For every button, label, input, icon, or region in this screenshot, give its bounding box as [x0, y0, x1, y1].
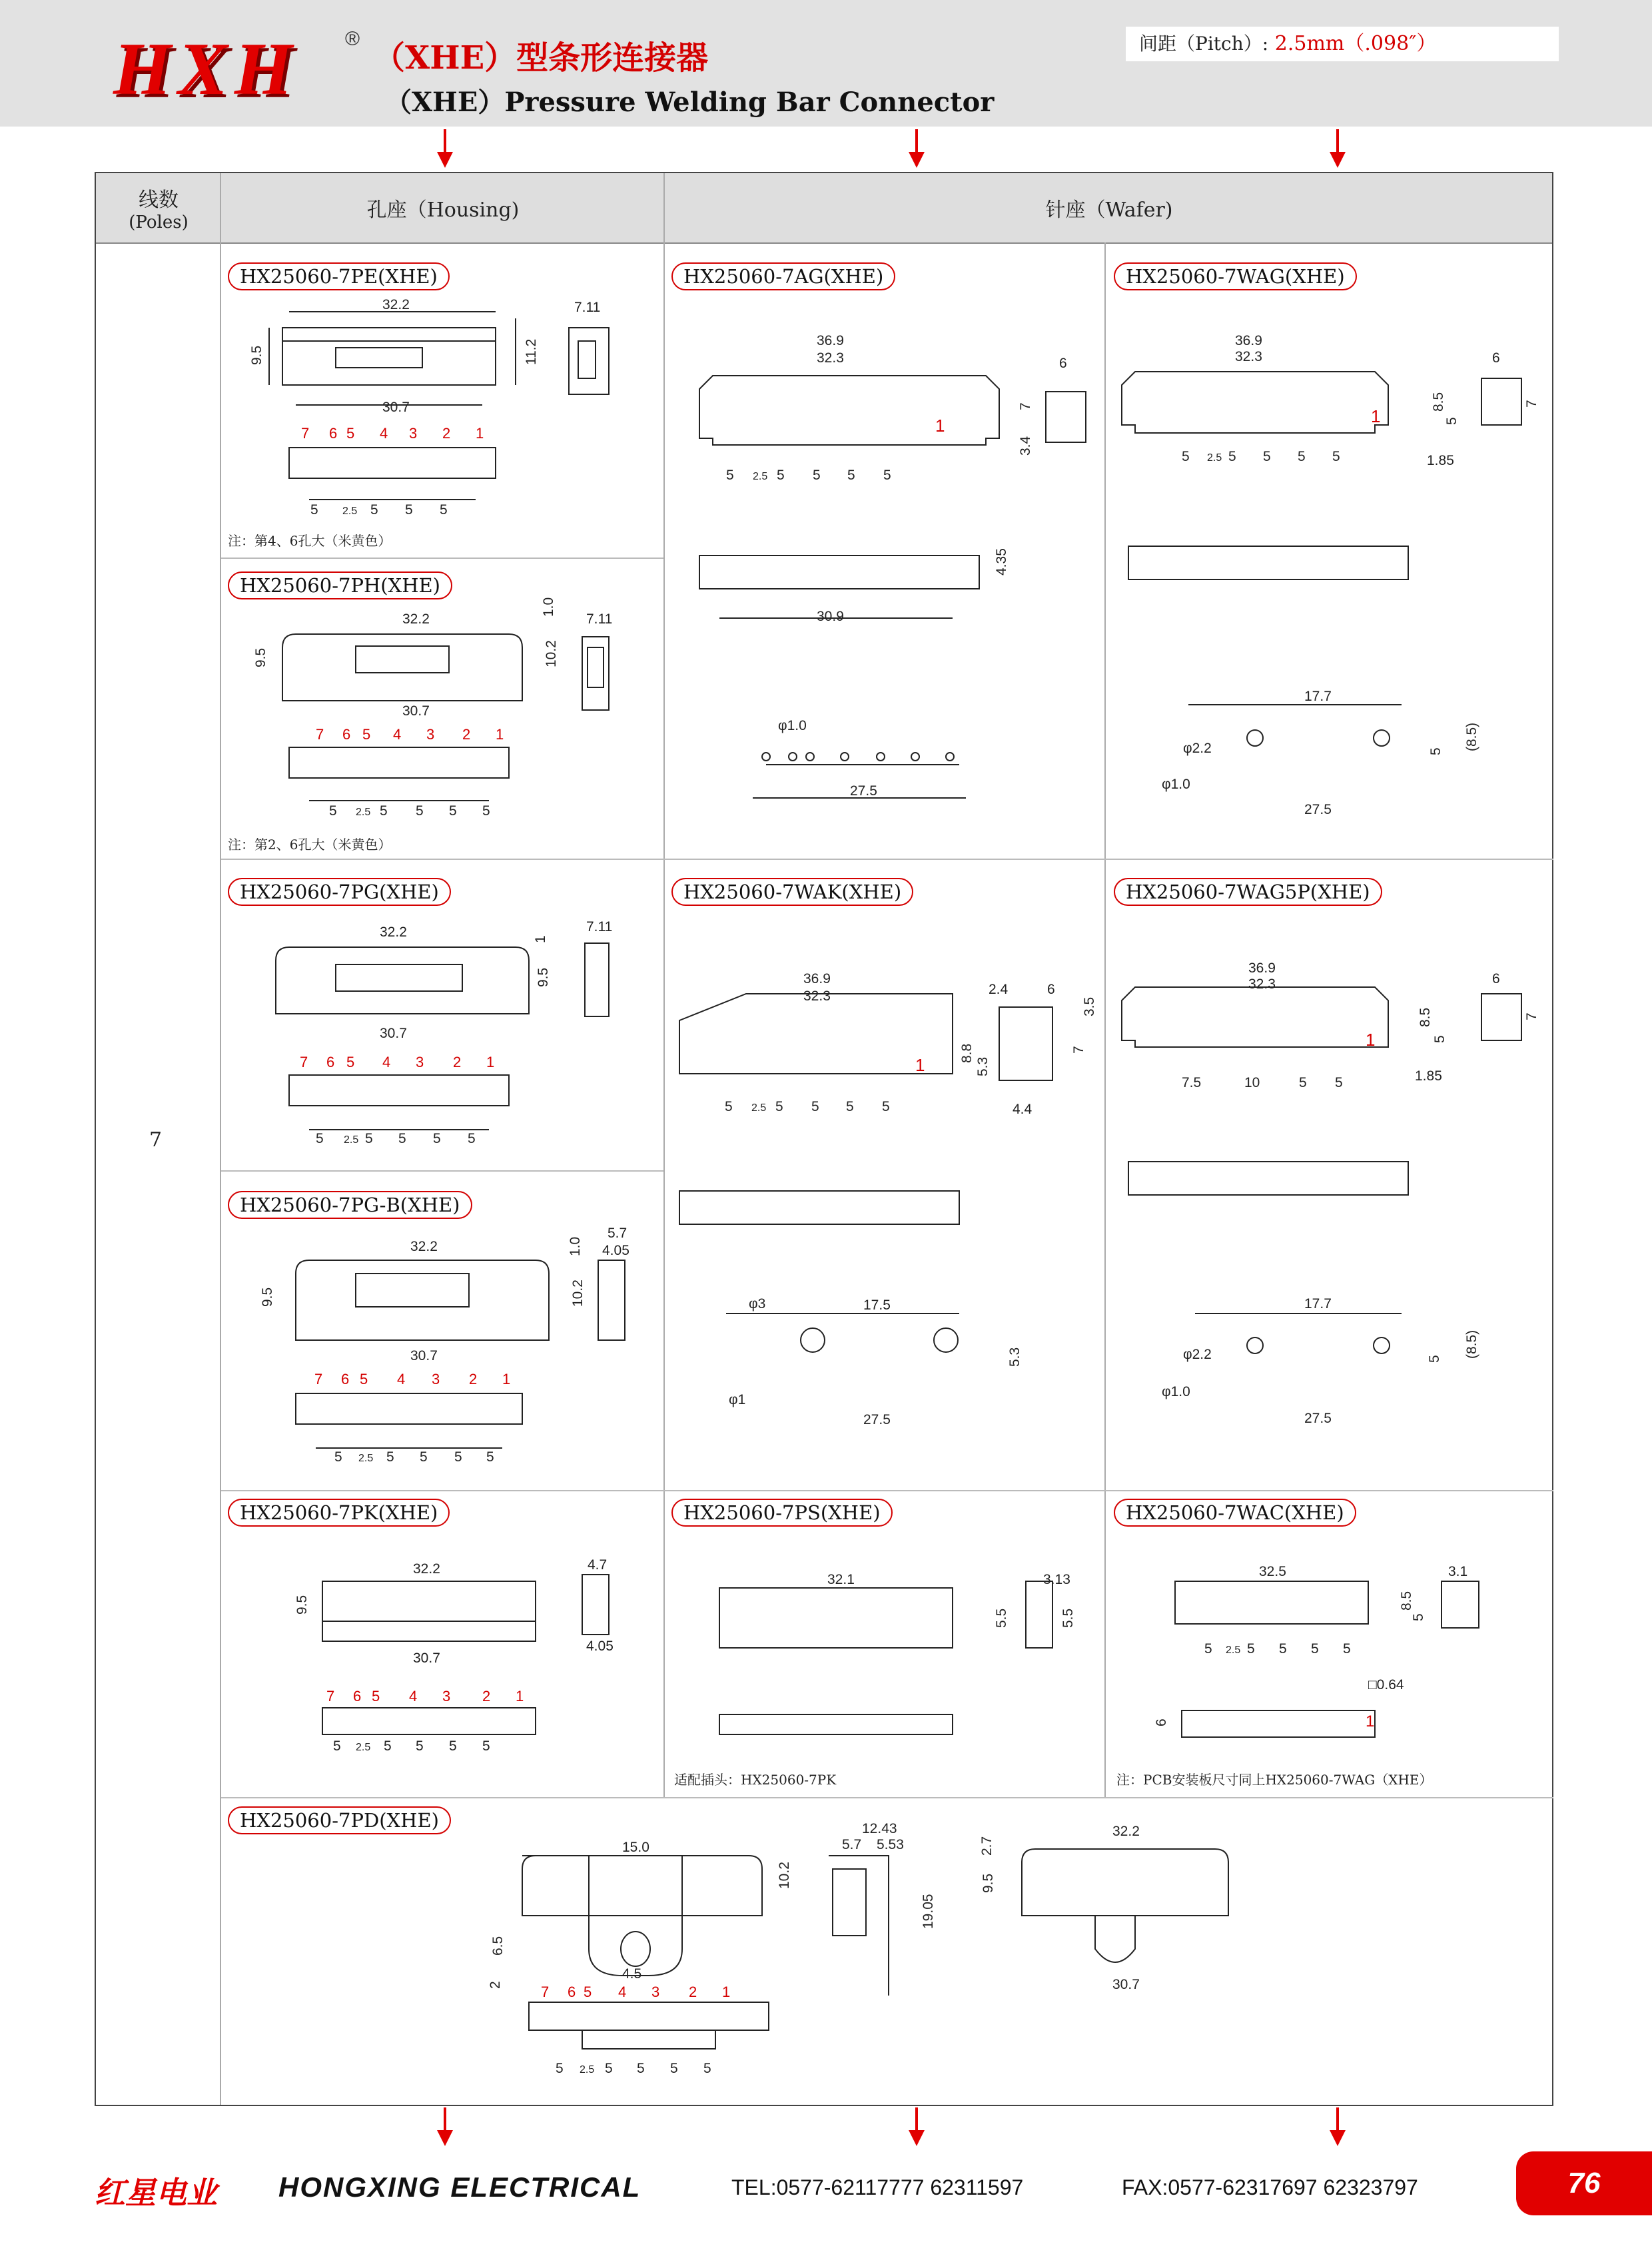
pin-number: 6: [353, 1688, 362, 1704]
dim-text: 5: [482, 803, 490, 819]
dim-text: 5: [1311, 1641, 1319, 1657]
dim-text: 5.7: [608, 1226, 627, 1241]
pin-number: 6: [341, 1371, 350, 1387]
dim-text: 3.13: [1043, 1572, 1070, 1587]
dim-text: 6: [1492, 971, 1500, 986]
dim-text: 5: [1432, 1035, 1447, 1043]
telephone: TEL:0577-62117777 62311597: [731, 2175, 1024, 2199]
dim-text: 5: [1427, 1355, 1442, 1363]
dim-text: 11.2: [524, 338, 539, 365]
dim-text: 7: [1018, 402, 1033, 410]
dim-text: 3.1: [1448, 1564, 1468, 1579]
header-wafer: 针座（Wafer): [1045, 198, 1173, 222]
dim-text: φ1.0: [778, 718, 807, 733]
dim-text: 5: [1182, 449, 1190, 464]
pin-one-marker: 1: [1371, 406, 1381, 426]
registered-mark: ®: [345, 28, 360, 50]
pin-number: 3: [426, 726, 435, 743]
dim-text: 5: [777, 468, 785, 483]
drawing-pd: [222, 1802, 1548, 2095]
title-chinese: （XHE）型条形连接器: [373, 39, 709, 77]
poles-cn: 线数: [139, 188, 179, 212]
pitch-box: [1126, 27, 1559, 61]
dim-text: 5: [637, 2061, 645, 2076]
dim-text: 30.7: [402, 703, 430, 719]
drawing-wag5p: [1108, 874, 1548, 1473]
pin-one-marker: 1: [1366, 1712, 1375, 1730]
dim-text: 32.2: [380, 925, 407, 940]
dim-text: 36.9: [1235, 333, 1262, 348]
dim-text: φ1.0: [1162, 777, 1190, 792]
pin-number: 2: [482, 1688, 491, 1704]
dim-text: φ1.0: [1162, 1384, 1190, 1399]
dim-text: 9.5: [981, 1873, 996, 1893]
dim-text: 5: [1279, 1641, 1287, 1657]
dim-text: 8.5: [1399, 1591, 1414, 1611]
pin-number: 4: [397, 1371, 406, 1387]
dim-text: 2.5: [358, 1453, 374, 1464]
dim-text: 5: [1247, 1641, 1255, 1657]
part-wak: [666, 874, 1106, 1473]
dim-text: 32.3: [1235, 349, 1262, 364]
pin-number: 7: [300, 1054, 308, 1070]
dim-text: 9.5: [294, 1595, 310, 1615]
dim-text: 3.4: [1018, 436, 1033, 456]
dim-text: 2.5: [344, 1134, 359, 1146]
drawing-ph: [222, 567, 665, 867]
part-label: HX25060-7PG-B(XHE): [228, 1191, 472, 1219]
dim-text: 32.2: [402, 611, 430, 627]
part-wag: [1108, 258, 1548, 858]
dim-text: 30.9: [817, 609, 844, 624]
dim-text: 5: [482, 1738, 490, 1754]
pin-number: 2: [689, 1984, 697, 2000]
dim-text: 5: [846, 1099, 854, 1114]
dim-text: 7.11: [574, 300, 601, 315]
company-name-en: HONGXING ELECTRICAL: [278, 2171, 641, 2203]
pin-number: 5: [360, 1371, 368, 1387]
pin-one-marker: 1: [1366, 1030, 1376, 1050]
part-label: HX25060-7PD(XHE): [228, 1806, 451, 1834]
dim-text: 32.3: [803, 988, 831, 1004]
pin-number: 5: [362, 726, 371, 743]
pin-number: 1: [496, 726, 504, 743]
drawing-ps: [666, 1495, 1106, 1801]
dim-text: 32.2: [1112, 1824, 1140, 1839]
dim-text: 1.85: [1415, 1068, 1442, 1084]
part-label: HX25060-7PH(XHE): [228, 571, 452, 599]
dim-text: 5.5: [994, 1608, 1009, 1628]
dim-text: 36.9: [803, 971, 831, 986]
dim-text: 5: [1228, 449, 1236, 464]
dim-text: 3.5: [1082, 996, 1097, 1016]
dim-text: 4.7: [588, 1557, 608, 1573]
pin-number: 7: [326, 1688, 335, 1704]
drawing-pe: [222, 258, 665, 558]
dim-text: 2.4: [989, 982, 1009, 997]
dim-text: 1.0: [568, 1236, 583, 1256]
dim-text: 5: [1411, 1613, 1426, 1621]
dim-text: 32.3: [817, 350, 844, 366]
dim-text: 5: [670, 2061, 678, 2076]
dim-text: 8.8: [959, 1043, 975, 1063]
dim-text: 5: [882, 1099, 890, 1114]
dim-text: 5: [384, 1738, 392, 1754]
pin-number: 7: [314, 1371, 323, 1387]
dim-text: 2.5: [356, 807, 371, 818]
part-note: 注：PCB安装板尺寸同上HX25060-7WAG（XHE）: [1116, 1772, 1433, 1788]
dim-text: 5: [703, 2061, 711, 2076]
dim-text: 6: [1047, 982, 1055, 997]
dim-text: 2.5: [1226, 1645, 1241, 1656]
dim-text: 9.5: [260, 1287, 275, 1307]
dim-text: 5: [811, 1099, 819, 1114]
page-number: 76: [1516, 2151, 1652, 2215]
dim-text: φ2.2: [1183, 1347, 1212, 1362]
part-note: 注：第2、6孔大（米黄色）: [228, 837, 392, 853]
dim-text: 2: [488, 1981, 503, 1989]
pin-number: 6: [329, 425, 338, 442]
part-note: 注：第4、6孔大（米黄色）: [228, 533, 392, 549]
pin-number: 3: [442, 1688, 451, 1704]
dim-text: 7: [1524, 1012, 1539, 1020]
dim-text: 5: [365, 1131, 373, 1146]
part-label: HX25060-7AG(XHE): [671, 262, 895, 290]
dim-text: 5: [454, 1449, 462, 1465]
dim-text: 5: [813, 468, 821, 483]
dim-text: 7.5: [1182, 1075, 1202, 1090]
dim-text: 17.7: [1304, 1296, 1332, 1311]
dim-text: 30.7: [382, 400, 410, 415]
part-ph: [222, 567, 665, 867]
dim-text: 5.5: [1060, 1608, 1076, 1628]
dim-text: 5: [725, 1099, 733, 1114]
pitch-value: 2.5mm（.098″）: [1274, 32, 1437, 55]
dim-text: 27.5: [1304, 802, 1332, 817]
dim-text: 5.53: [877, 1837, 904, 1852]
dim-text: 1: [533, 935, 548, 943]
dim-text: 32.5: [1259, 1564, 1286, 1579]
pin-number: 1: [502, 1371, 511, 1387]
dim-text: 5: [334, 1449, 342, 1465]
dim-text: 5: [1299, 1075, 1307, 1090]
pin-number: 4: [409, 1688, 418, 1704]
pin-number: 7: [541, 1984, 550, 2000]
dim-text: 5: [1298, 449, 1306, 464]
dim-text: 5.3: [975, 1056, 991, 1076]
dim-text: 4.35: [994, 548, 1009, 575]
dim-text: 27.5: [1304, 1411, 1332, 1426]
dim-text: 5: [1428, 747, 1444, 755]
dim-text: 5: [398, 1131, 406, 1146]
pin-number: 3: [432, 1371, 440, 1387]
dim-text: 2.5: [1207, 452, 1222, 464]
dim-text: 5: [605, 2061, 613, 2076]
dim-text: 1.0: [541, 597, 556, 617]
poles-en: (Poles): [129, 212, 189, 232]
dim-text: 5: [556, 2061, 564, 2076]
dim-text: 2.5: [753, 471, 768, 482]
drawing-wac: [1108, 1495, 1548, 1801]
dim-text: 27.5: [850, 783, 877, 799]
dim-text: 5: [386, 1449, 394, 1465]
pin-number: 5: [346, 1054, 355, 1070]
part-wag5p: [1108, 874, 1548, 1473]
dim-text: □0.64: [1368, 1677, 1404, 1692]
pin-number: 4: [393, 726, 402, 743]
dim-text: 5: [1204, 1641, 1212, 1657]
drawing-wak: [666, 874, 1106, 1473]
dim-text: 7: [1524, 400, 1539, 408]
dim-text: 30.7: [410, 1348, 438, 1363]
dim-text: 5: [405, 502, 413, 518]
drawing-pg: [222, 874, 665, 1154]
part-label: HX25060-7PG(XHE): [228, 878, 451, 906]
part-ag: [666, 258, 1106, 858]
dim-text: 2.5: [580, 2064, 595, 2075]
title-english: （XHE）Pressure Welding Bar Connector: [385, 87, 995, 118]
part-wac: [1108, 1495, 1548, 1801]
dim-text: 7.11: [586, 919, 613, 934]
part-pe: [222, 258, 665, 558]
pin-number: 6: [568, 1984, 576, 2000]
dim-text: 7: [1071, 1046, 1086, 1054]
dim-text: 5: [1263, 449, 1271, 464]
dim-text: 5.3: [1007, 1347, 1023, 1367]
dim-text: 4.05: [586, 1639, 614, 1654]
dim-text: 6: [1154, 1718, 1169, 1726]
dim-text: 5: [440, 502, 448, 518]
dim-text: 5: [449, 1738, 457, 1754]
part-label: HX25060-7PS(XHE): [671, 1499, 893, 1527]
dim-text: 32.2: [413, 1561, 440, 1577]
dim-text: 5: [1343, 1641, 1351, 1657]
dim-text: 5: [370, 502, 378, 518]
dim-text: 6: [1492, 350, 1500, 366]
page-header: [0, 0, 1652, 127]
pin-one-marker: 1: [935, 416, 945, 436]
pin-number: 3: [651, 1984, 660, 2000]
dim-text: 5: [333, 1738, 341, 1754]
dim-text: 5: [1335, 1075, 1343, 1090]
dim-text: 30.7: [413, 1651, 440, 1666]
pitch-label: 间距（Pitch）:: [1139, 33, 1269, 55]
dim-text: φ3: [749, 1296, 766, 1311]
drawing-pgb: [222, 1187, 665, 1480]
pin-number: 6: [326, 1054, 335, 1070]
dim-text: 5: [883, 468, 891, 483]
pin-number: 1: [516, 1688, 524, 1704]
dim-text: 5: [449, 803, 457, 819]
drawing-pk: [222, 1495, 665, 1774]
dim-text: 32.3: [1248, 976, 1276, 992]
pin-number: 6: [342, 726, 351, 743]
dim-text: 5: [316, 1131, 324, 1146]
dim-text: 5: [775, 1099, 783, 1114]
pin-number: 7: [301, 425, 310, 442]
part-pgb: [222, 1187, 665, 1480]
table-header: [96, 173, 1552, 244]
pin-number: 2: [462, 726, 471, 743]
pin-number: 2: [453, 1054, 462, 1070]
part-label: HX25060-7WAG(XHE): [1114, 262, 1357, 290]
part-note: 适配插头：HX25060-7PK: [674, 1772, 837, 1788]
dim-text: 2.5: [751, 1102, 767, 1114]
dim-text: 5: [726, 468, 734, 483]
dim-text: 5: [468, 1131, 476, 1146]
dim-text: 4.4: [1013, 1102, 1032, 1117]
pin-number: 1: [476, 425, 484, 442]
part-pk: [222, 1495, 665, 1774]
dim-text: 5.7: [842, 1837, 862, 1852]
part-label: HX25060-7WAG5P(XHE): [1114, 878, 1382, 906]
pin-number: 5: [372, 1688, 380, 1704]
dim-text: 2.5: [356, 1742, 371, 1753]
dim-text: 10.2: [570, 1280, 586, 1307]
dim-text: 4.05: [602, 1243, 629, 1258]
dim-text: 5: [1332, 449, 1340, 464]
dim-text: (8.5): [1464, 722, 1479, 751]
dim-text: 27.5: [863, 1412, 891, 1427]
dim-text: 5: [433, 1131, 441, 1146]
dim-text: 7.11: [586, 611, 613, 627]
pin-number: 1: [722, 1984, 731, 2000]
dim-text: 19.05: [921, 1894, 936, 1929]
poles-value: 7: [149, 1128, 163, 1152]
dim-text: 32.1: [827, 1572, 855, 1587]
dim-text: 1.85: [1427, 453, 1454, 468]
pin-number: 7: [316, 726, 324, 743]
dim-text: 30.7: [380, 1026, 407, 1041]
part-label: HX25060-7PK(XHE): [228, 1499, 450, 1527]
part-label: HX25060-7PE(XHE): [228, 262, 450, 290]
dim-text: 5: [329, 803, 337, 819]
dim-text: φ1: [729, 1392, 746, 1407]
header-housing: 孔座（Housing): [366, 198, 520, 222]
dim-text: 17.5: [863, 1298, 891, 1313]
dim-text: 8.5: [1418, 1007, 1433, 1027]
dim-text: 5: [416, 1738, 424, 1754]
dim-text: 32.2: [410, 1239, 438, 1254]
dim-text: 5: [420, 1449, 428, 1465]
dim-text: 17.7: [1304, 689, 1332, 704]
fax: FAX:0577-62317697 62323797: [1122, 2175, 1418, 2199]
dim-text: 6.5: [490, 1936, 506, 1956]
dim-text: 9.5: [249, 345, 264, 365]
pin-number: 1: [486, 1054, 495, 1070]
dim-text: (8.5): [1464, 1329, 1479, 1359]
part-label: HX25060-7WAC(XHE): [1114, 1499, 1356, 1527]
part-label: HX25060-7WAK(XHE): [671, 878, 913, 906]
pin-number: 4: [380, 425, 388, 442]
dim-text: 36.9: [1248, 960, 1276, 976]
dim-text: 5: [1444, 417, 1459, 425]
dim-text: 9.5: [536, 967, 551, 987]
dim-text: 5: [847, 468, 855, 483]
pin-number: 2: [442, 425, 451, 442]
dim-text: 5: [416, 803, 424, 819]
dim-text: 6: [1059, 356, 1067, 371]
pin-one-marker: 1: [915, 1055, 925, 1075]
dim-text: 32.2: [382, 297, 410, 312]
drawing-wag: [1108, 258, 1548, 858]
pin-number: 2: [469, 1371, 478, 1387]
dim-text: 2.7: [979, 1836, 995, 1856]
part-pd: [222, 1802, 1548, 2095]
company-name-cn: 红星电业: [95, 2175, 217, 2211]
pin-number: 4: [618, 1984, 627, 2000]
pin-number: 3: [409, 425, 418, 442]
dim-text: 36.9: [817, 333, 844, 348]
part-ps: [666, 1495, 1106, 1801]
header-poles: [96, 173, 221, 242]
dim-text: 4.5: [622, 1966, 642, 1982]
dim-text: 8.5: [1431, 392, 1446, 412]
dim-text: 15.0: [622, 1840, 649, 1855]
dim-text: 5: [486, 1449, 494, 1465]
part-pg: [222, 874, 665, 1154]
dim-text: 10: [1244, 1075, 1260, 1090]
dim-text: 2.5: [342, 506, 358, 517]
pin-number: 5: [346, 425, 355, 442]
brand-logo: HXH: [113, 28, 299, 111]
dim-text: 12.43: [862, 1821, 897, 1836]
dim-text: 5: [380, 803, 388, 819]
dim-text: φ2.2: [1183, 741, 1212, 756]
pin-number: 4: [382, 1054, 391, 1070]
dim-text: 10.2: [777, 1862, 792, 1889]
drawing-ag: [666, 258, 1106, 858]
dim-text: 30.7: [1112, 1977, 1140, 1992]
dim-text: 5: [310, 502, 318, 518]
dim-text: 9.5: [253, 647, 268, 667]
pin-number: 3: [416, 1054, 424, 1070]
dim-text: 10.2: [544, 640, 559, 667]
pin-number: 5: [584, 1984, 592, 2000]
